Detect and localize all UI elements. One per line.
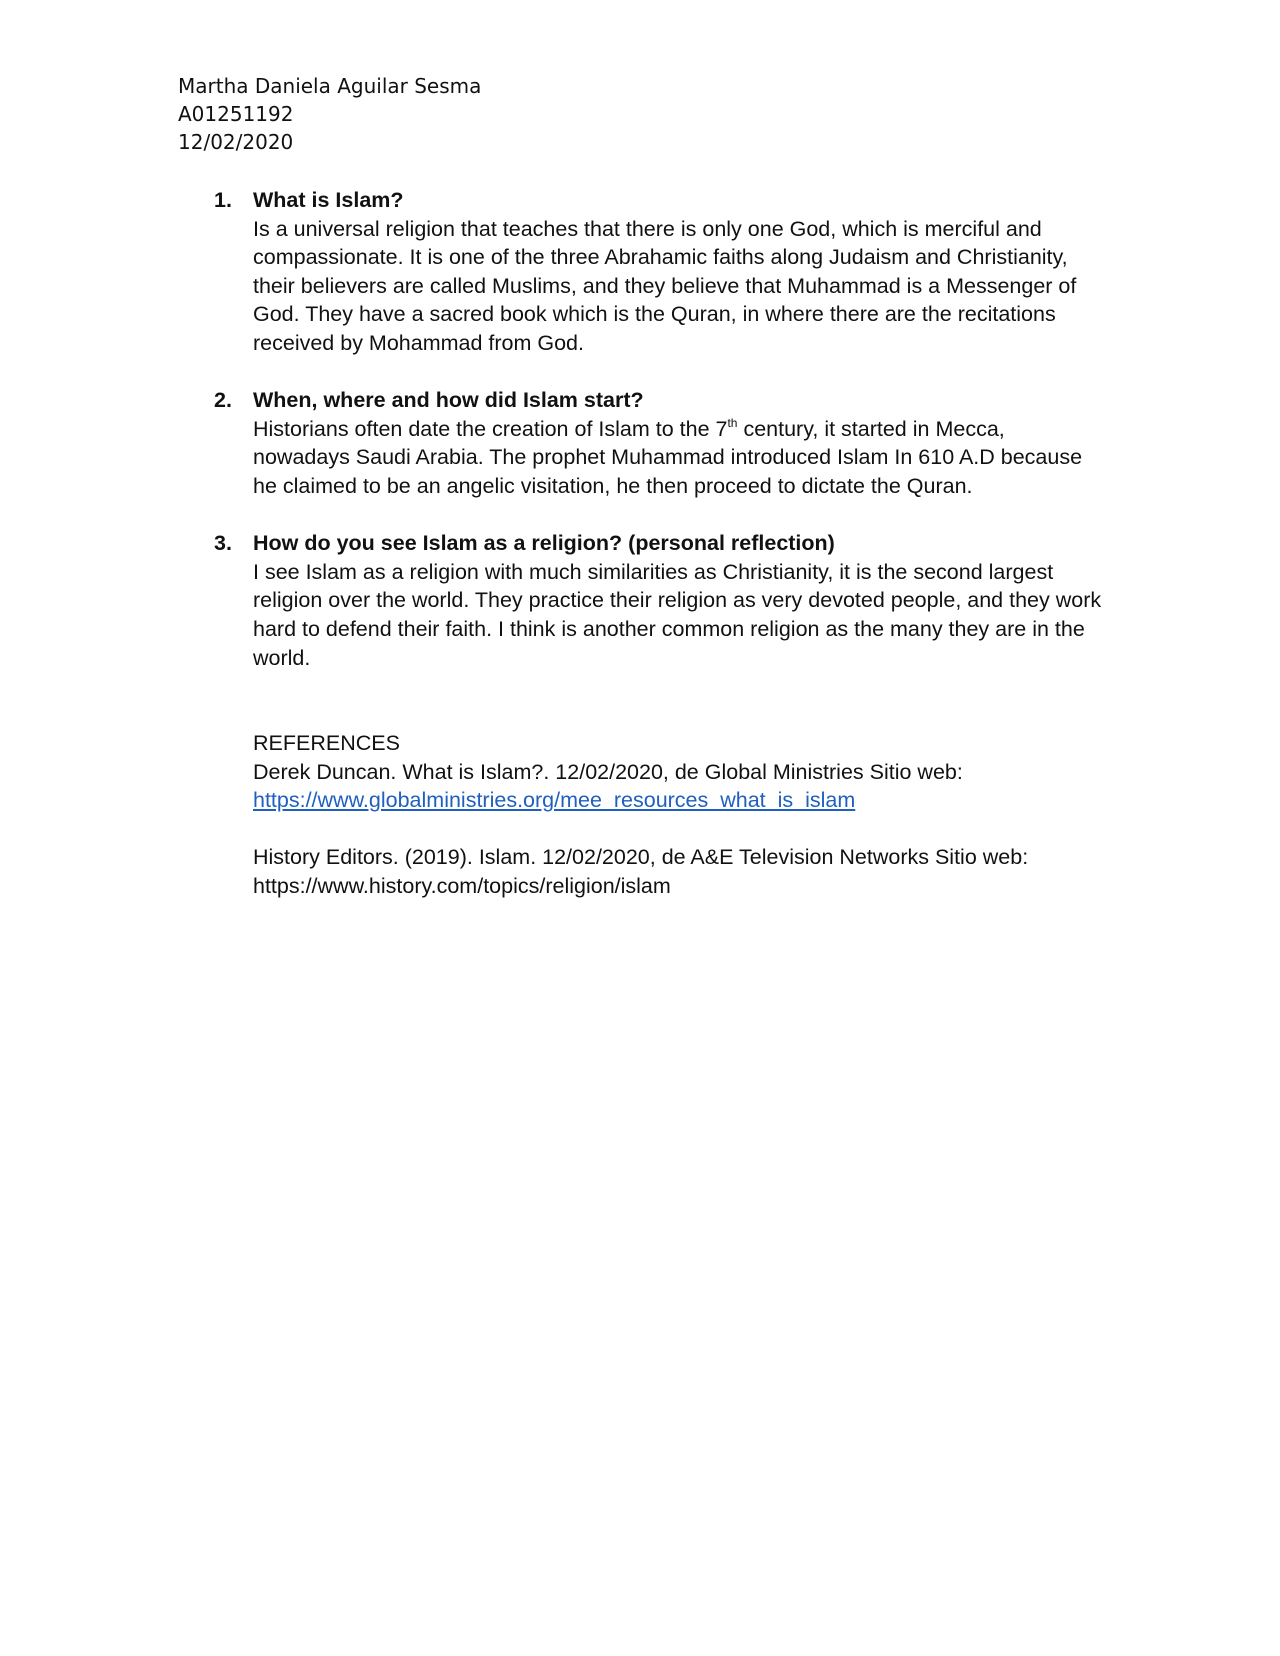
question-heading: How do you see Islam as a religion? (personal reflection) <box>253 531 835 556</box>
answer-paragraph <box>253 415 1103 501</box>
question-heading: What is Islam? <box>253 188 404 212</box>
answer-paragraph: Is a universal religion that teaches that there is only one God, which is merciful and compassionate. It is one of the three Abrahamic faiths along Judaism and Christianity, their believers are called Muslims, and they believe that Muhammad is a Messenger of God. They have a sacred book which is the Quran, in where there are the recitations received by Mohammad from God. <box>253 216 1077 355</box>
answer-text: century, it started in Mecca, nowadays Saudi Arabia. The prophet Muhammad introduced Islam In 610 A.D because he claimed to be an angelic visitation, he then proceed to dictate the Quran. <box>253 416 1083 498</box>
question-item-2 <box>214 386 1103 500</box>
reference-link[interactable]: https://www.globalministries.org/mee_resources_what_is_islam <box>253 788 856 813</box>
question-item-1 <box>214 186 1103 358</box>
reference-text: Derek Duncan. What is Islam?. 12/02/2020, de Global Ministries Sitio web: <box>253 759 963 784</box>
question-number: 3. <box>214 531 232 556</box>
references-heading: REFERENCES <box>253 731 400 756</box>
student-id: A01251192 <box>178 102 294 126</box>
question-number: 2. <box>214 388 232 413</box>
question-number: 1. <box>214 188 232 212</box>
references-section <box>253 729 1103 901</box>
document-date: 12/02/2020 <box>178 130 294 154</box>
question-heading: When, where and how did Islam start? <box>253 388 644 413</box>
document-body <box>214 186 1103 901</box>
reference-entry <box>253 758 1103 815</box>
ordinal-suffix: th <box>727 415 738 430</box>
answer-text: Historians often date the creation of Islam to the 7 <box>253 416 728 441</box>
author-name: Martha Daniela Aguilar Sesma <box>178 74 482 98</box>
question-item-3 <box>214 529 1103 672</box>
document-header <box>178 72 481 156</box>
reference-entry: History Editors. (2019). Islam. 12/02/2020, de A&E Television Networks Sitio web: https://www.history.com/topics/religion/islam <box>253 845 1029 899</box>
answer-paragraph: I see Islam as a religion with much similarities as Christianity, it is the second largest religion over the world. They practice their religion as very devoted people, and they work hard to defend their faith. I think is another common religion as the many they are in the world. <box>253 559 1102 670</box>
